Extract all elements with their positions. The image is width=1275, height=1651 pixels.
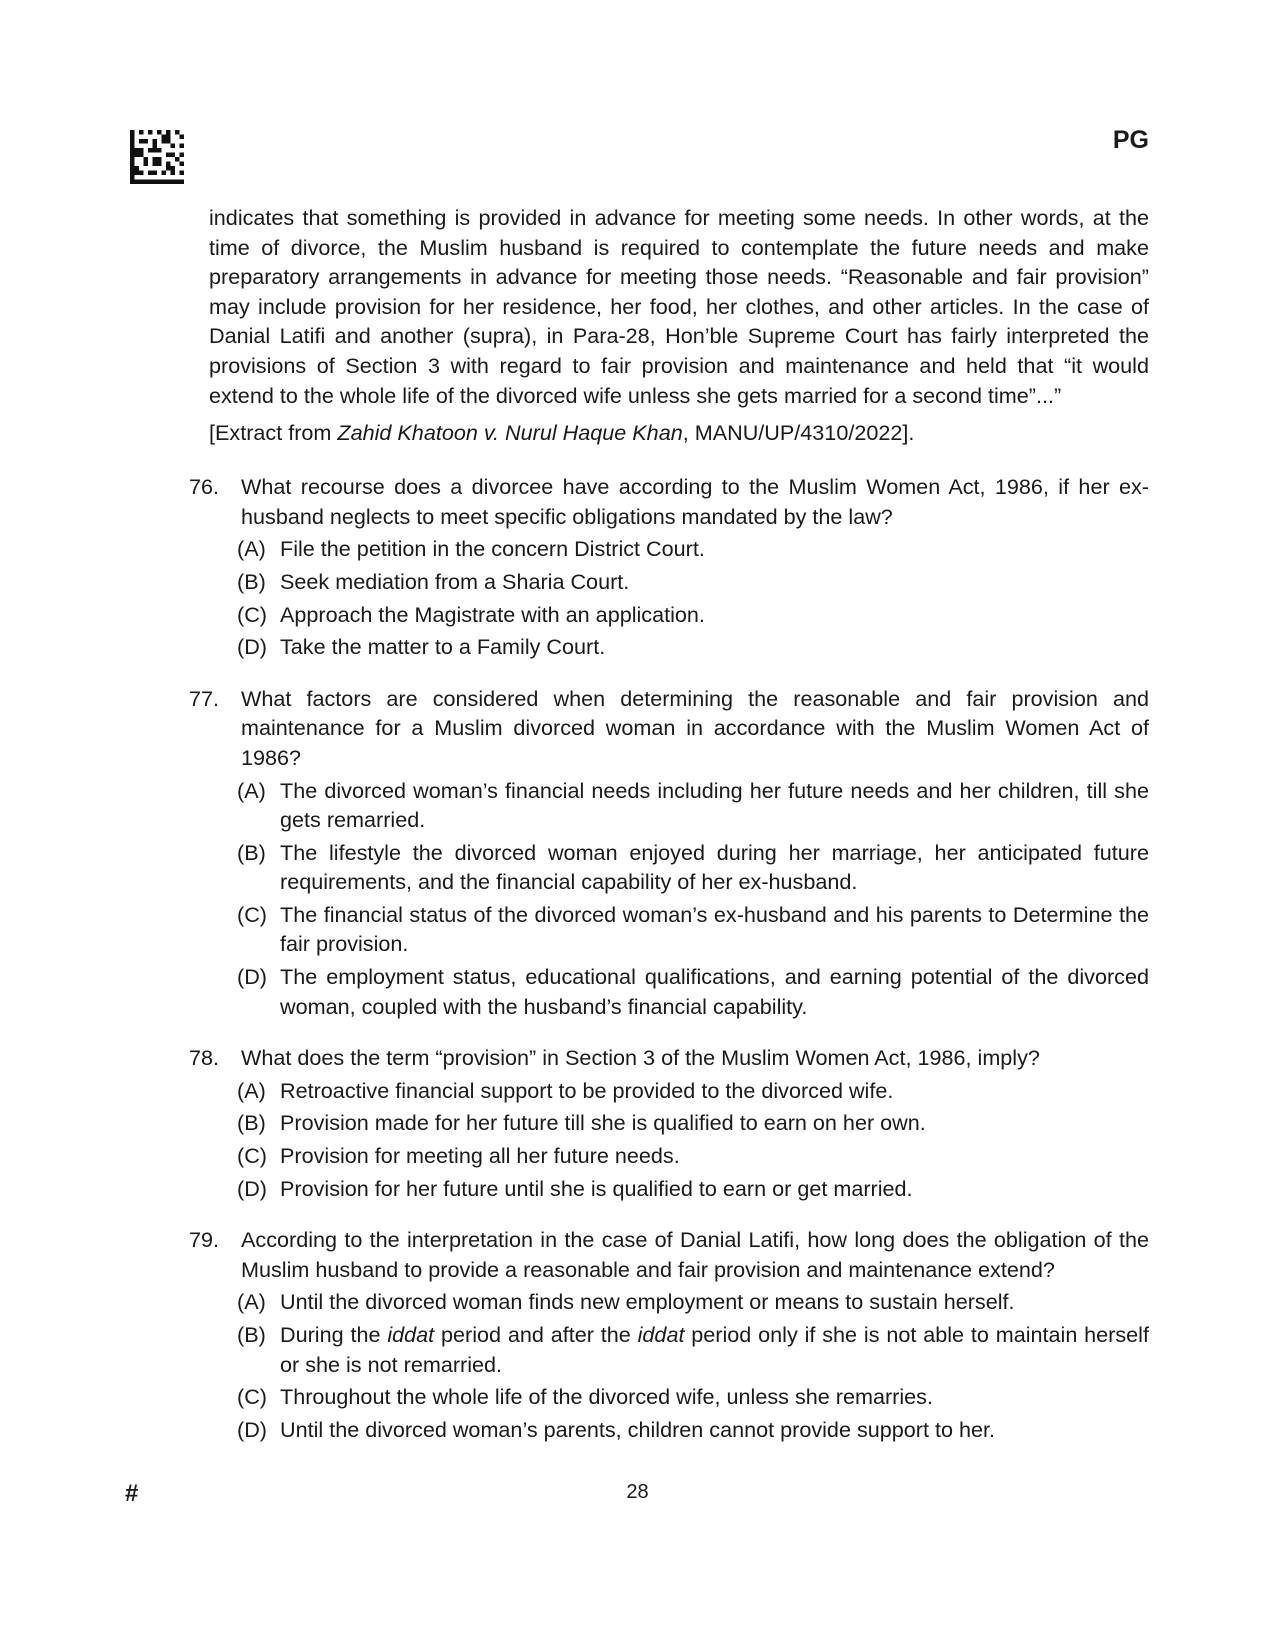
question (189, 684, 1149, 1022)
citation-case-name: Zahid Khatoon v. Nurul Haque Khan (337, 420, 683, 446)
question-text: What recourse does a divorcee have according to the Muslim Women Act, 1986, if her ex-husband neglects to meet specific obligations mandated by the law? (241, 474, 1149, 529)
option-text: The divorced woman’s financial needs including her future needs and her children, till she gets remarried. (280, 777, 1149, 833)
option-text: Provision for her future until she is qualified to earn or get married. (280, 1175, 913, 1201)
citation-prefix: [Extract from (209, 420, 338, 446)
page-content (189, 203, 1149, 1444)
option-label: (D) (237, 1175, 267, 1201)
answer-option (237, 1108, 1149, 1138)
option-label: (A) (237, 1077, 266, 1103)
italic-term: iddat (387, 1322, 435, 1347)
question-list (189, 472, 1149, 1444)
option-text: Seek mediation from a Sharia Court. (280, 568, 630, 594)
answer-option (237, 1287, 1149, 1317)
datamatrix-barcode-icon (130, 130, 184, 184)
question (189, 1043, 1149, 1203)
option-label: (B) (237, 839, 266, 865)
answer-option (237, 1076, 1149, 1106)
option-text: The financial status of the divorced woman’s ex-husband and his parents to Determine the fair provision. (280, 901, 1149, 957)
answer-option (237, 567, 1149, 597)
answer-option (237, 1174, 1149, 1204)
option-label: (D) (237, 964, 267, 990)
option-text: File the petition in the concern District Court. (280, 536, 705, 562)
answer-option (237, 600, 1149, 630)
question-text: What does the term “provision” in Section 3 of the Muslim Women Act, 1986, imply? (241, 1045, 1040, 1071)
question-number: 76. (189, 474, 220, 500)
option-label: (A) (237, 777, 266, 803)
italic-term: iddat (637, 1322, 685, 1347)
citation-suffix: , MANU/UP/4310/2022]. (682, 420, 915, 446)
option-label: (A) (237, 1289, 266, 1315)
option-label: (D) (237, 1416, 267, 1442)
footer-hash: # (125, 1480, 139, 1507)
option-text: Take the matter to a Family Court. (280, 634, 606, 660)
option-label: (C) (237, 1384, 267, 1410)
answer-option (237, 1382, 1149, 1412)
question-text: What factors are considered when determining the reasonable and fair provision and maintenance for a Muslim divorced woman in accordance with the Muslim Women Act of 1986? (241, 685, 1149, 770)
passage-citation (209, 418, 1149, 448)
answer-option (237, 1141, 1149, 1171)
option-text: The employment status, educational qualifications, and earning potential of the divorced woman, coupled with the husband’s financial capability. (280, 964, 1149, 1019)
answer-option (237, 1415, 1149, 1445)
option-text (280, 1322, 1149, 1377)
option-list (237, 534, 1149, 661)
option-label: (D) (237, 634, 267, 660)
question-number: 79. (189, 1227, 220, 1253)
option-text: Throughout the whole life of the divorced wife, unless she remarries. (280, 1384, 933, 1410)
passage-text: indicates that something is provided in advance for meeting some needs. In other words, at the time of divorce, the Muslim husband is required to contemplate the future needs and make preparatory arrangements in advance for meeting those needs. “Reasonable and fair provision” may include provision for her residence, her food, her clothes, and other articles. In the case of Danial Latifi and another (supra), in Para-28, Hon’ble Supreme Court has fairly interpreted the provisions of Section 3 with regard to fair provision and maintenance and held that “it would extend to the whole life of the divorced wife unless she gets married for a second time”...” (209, 205, 1149, 408)
answer-option (237, 632, 1149, 662)
question (189, 1225, 1149, 1444)
option-text: Provision for meeting all her future needs. (280, 1143, 680, 1169)
option-text: The lifestyle the divorced woman enjoyed during her marriage, her anticipated future requirements, and the financial capability of her ex-husband. (280, 839, 1149, 895)
option-label: (C) (237, 601, 267, 627)
option-text: Until the divorced woman’s parents, children cannot provide support to her. (280, 1416, 995, 1442)
option-text-part: period only if she is not able to maintain herself or she is not remarried. (280, 1322, 1149, 1377)
option-list (237, 1287, 1149, 1444)
option-label: (C) (237, 901, 267, 927)
option-label: (A) (237, 536, 266, 562)
option-text: Retroactive financial support to be provided to the divorced wife. (280, 1077, 894, 1103)
option-list (237, 776, 1149, 1022)
option-text: Approach the Magistrate with an application. (280, 601, 705, 627)
option-text-part: period and after the (434, 1322, 638, 1347)
page-number: 28 (626, 1481, 649, 1503)
option-text: Until the divorced woman finds new employment or means to sustain herself. (280, 1289, 1015, 1315)
answer-option (237, 962, 1149, 1021)
answer-option (237, 900, 1149, 959)
answer-option (237, 534, 1149, 564)
option-list (237, 1076, 1149, 1203)
option-label: (B) (237, 1322, 266, 1347)
option-label: (B) (237, 568, 266, 594)
answer-option (237, 1320, 1149, 1379)
answer-option (237, 776, 1149, 835)
question-number: 77. (189, 685, 220, 711)
paper-code: PG (1112, 126, 1149, 154)
option-label: (C) (237, 1143, 267, 1169)
answer-option (237, 838, 1149, 897)
option-text-part: During the (280, 1322, 388, 1347)
option-label: (B) (237, 1110, 266, 1136)
question-number: 78. (189, 1045, 220, 1071)
question (189, 472, 1149, 662)
option-text: Provision made for her future till she is qualified to earn on her own. (280, 1110, 926, 1136)
question-text: According to the interpretation in the case of Danial Latifi, how long does the obligation of the Muslim husband to provide a reasonable and fair provision and maintenance extend? (241, 1227, 1149, 1282)
